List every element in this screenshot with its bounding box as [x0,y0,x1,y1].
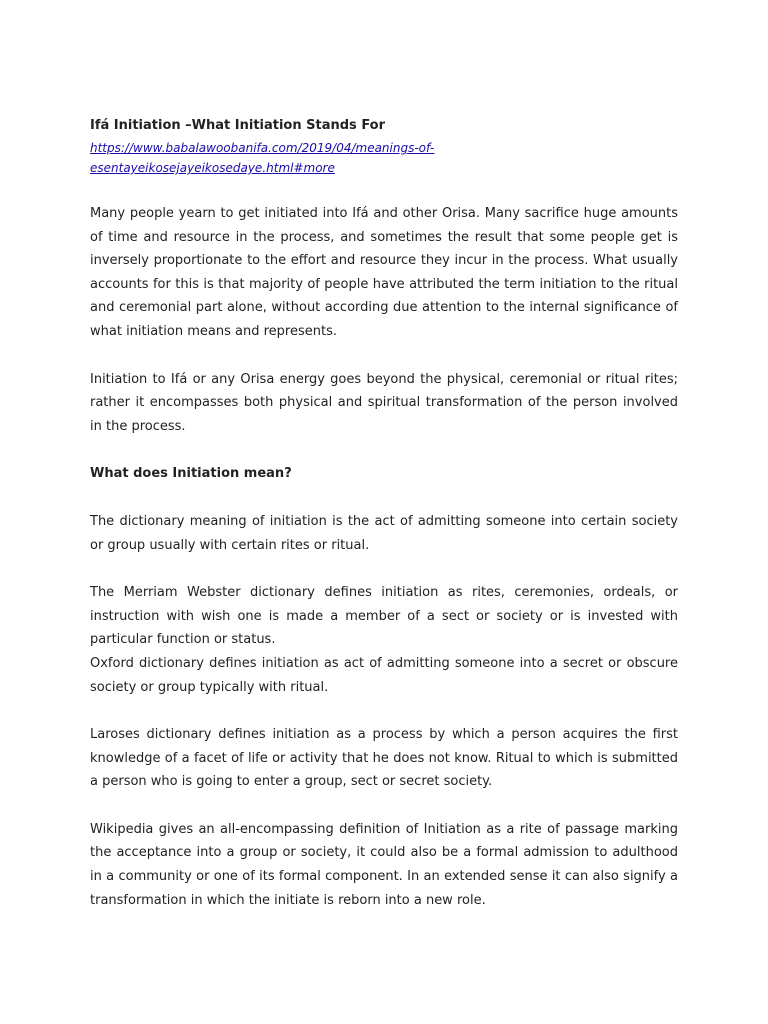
section-heading: What does Initiation mean? [90,466,292,482]
source-link[interactable]: https://www.babalawoobanifa.com/2019/04/meanings-of-esentayeikosejayeikosedaye.html#more [90,141,435,175]
definition-paragraph-merriam-webster: The Merriam Webster dictionary defines initiation as rites, ceremonies, ordeals, or instruction with wish one is made a member of a sect or society or is invested with particular function or status. [90,585,678,648]
definition-paragraph-wikipedia: Wikipedia gives an all-encompassing definition of Initiation as a rite of passage marking the acceptance into a group or society, it could also be a formal admission to adulthood in a community or one of its formal component. In an extended sense it can also signify a transformation in which the initiate is reborn into a new role. [90,821,678,908]
definition-paragraph-dictionary: The dictionary meaning of initiation is the act of admitting someone into certain society or group usually with certain rites or ritual. [90,513,678,553]
definition-paragraph-laroses: Laroses dictionary defines initiation as a process by which a person acquires the first knowledge of a facet of life or activity that he does not know. Ritual to which is submitted a person who is going to enter a group, sect or secret society. [90,727,678,790]
intro-paragraph-2: Initiation to Ifá or any Orisa energy goes beyond the physical, ceremonial or ritual rites; rather it encompasses both physical and spiritual transformation of the person involved in the process. [90,371,678,434]
intro-paragraph-1: Many people yearn to get initiated into Ifá and other Orisa. Many sacrifice huge amounts of time and resource in the process, and sometimes the result that some people get is inversely proportionate to the effort and resource they incur in the process. What usually accounts for this is that majority of people have attributed the term initiation to the ritual and ceremonial part alone, without according due attention to the internal significance of what initiation means and represents. [90,206,678,339]
definition-paragraph-oxford: Oxford dictionary defines initiation as act of admitting someone into a secret or obscure society or group typically with ritual. [90,655,678,695]
document-title: Ifá Initiation –What Initiation Stands For [90,118,386,133]
